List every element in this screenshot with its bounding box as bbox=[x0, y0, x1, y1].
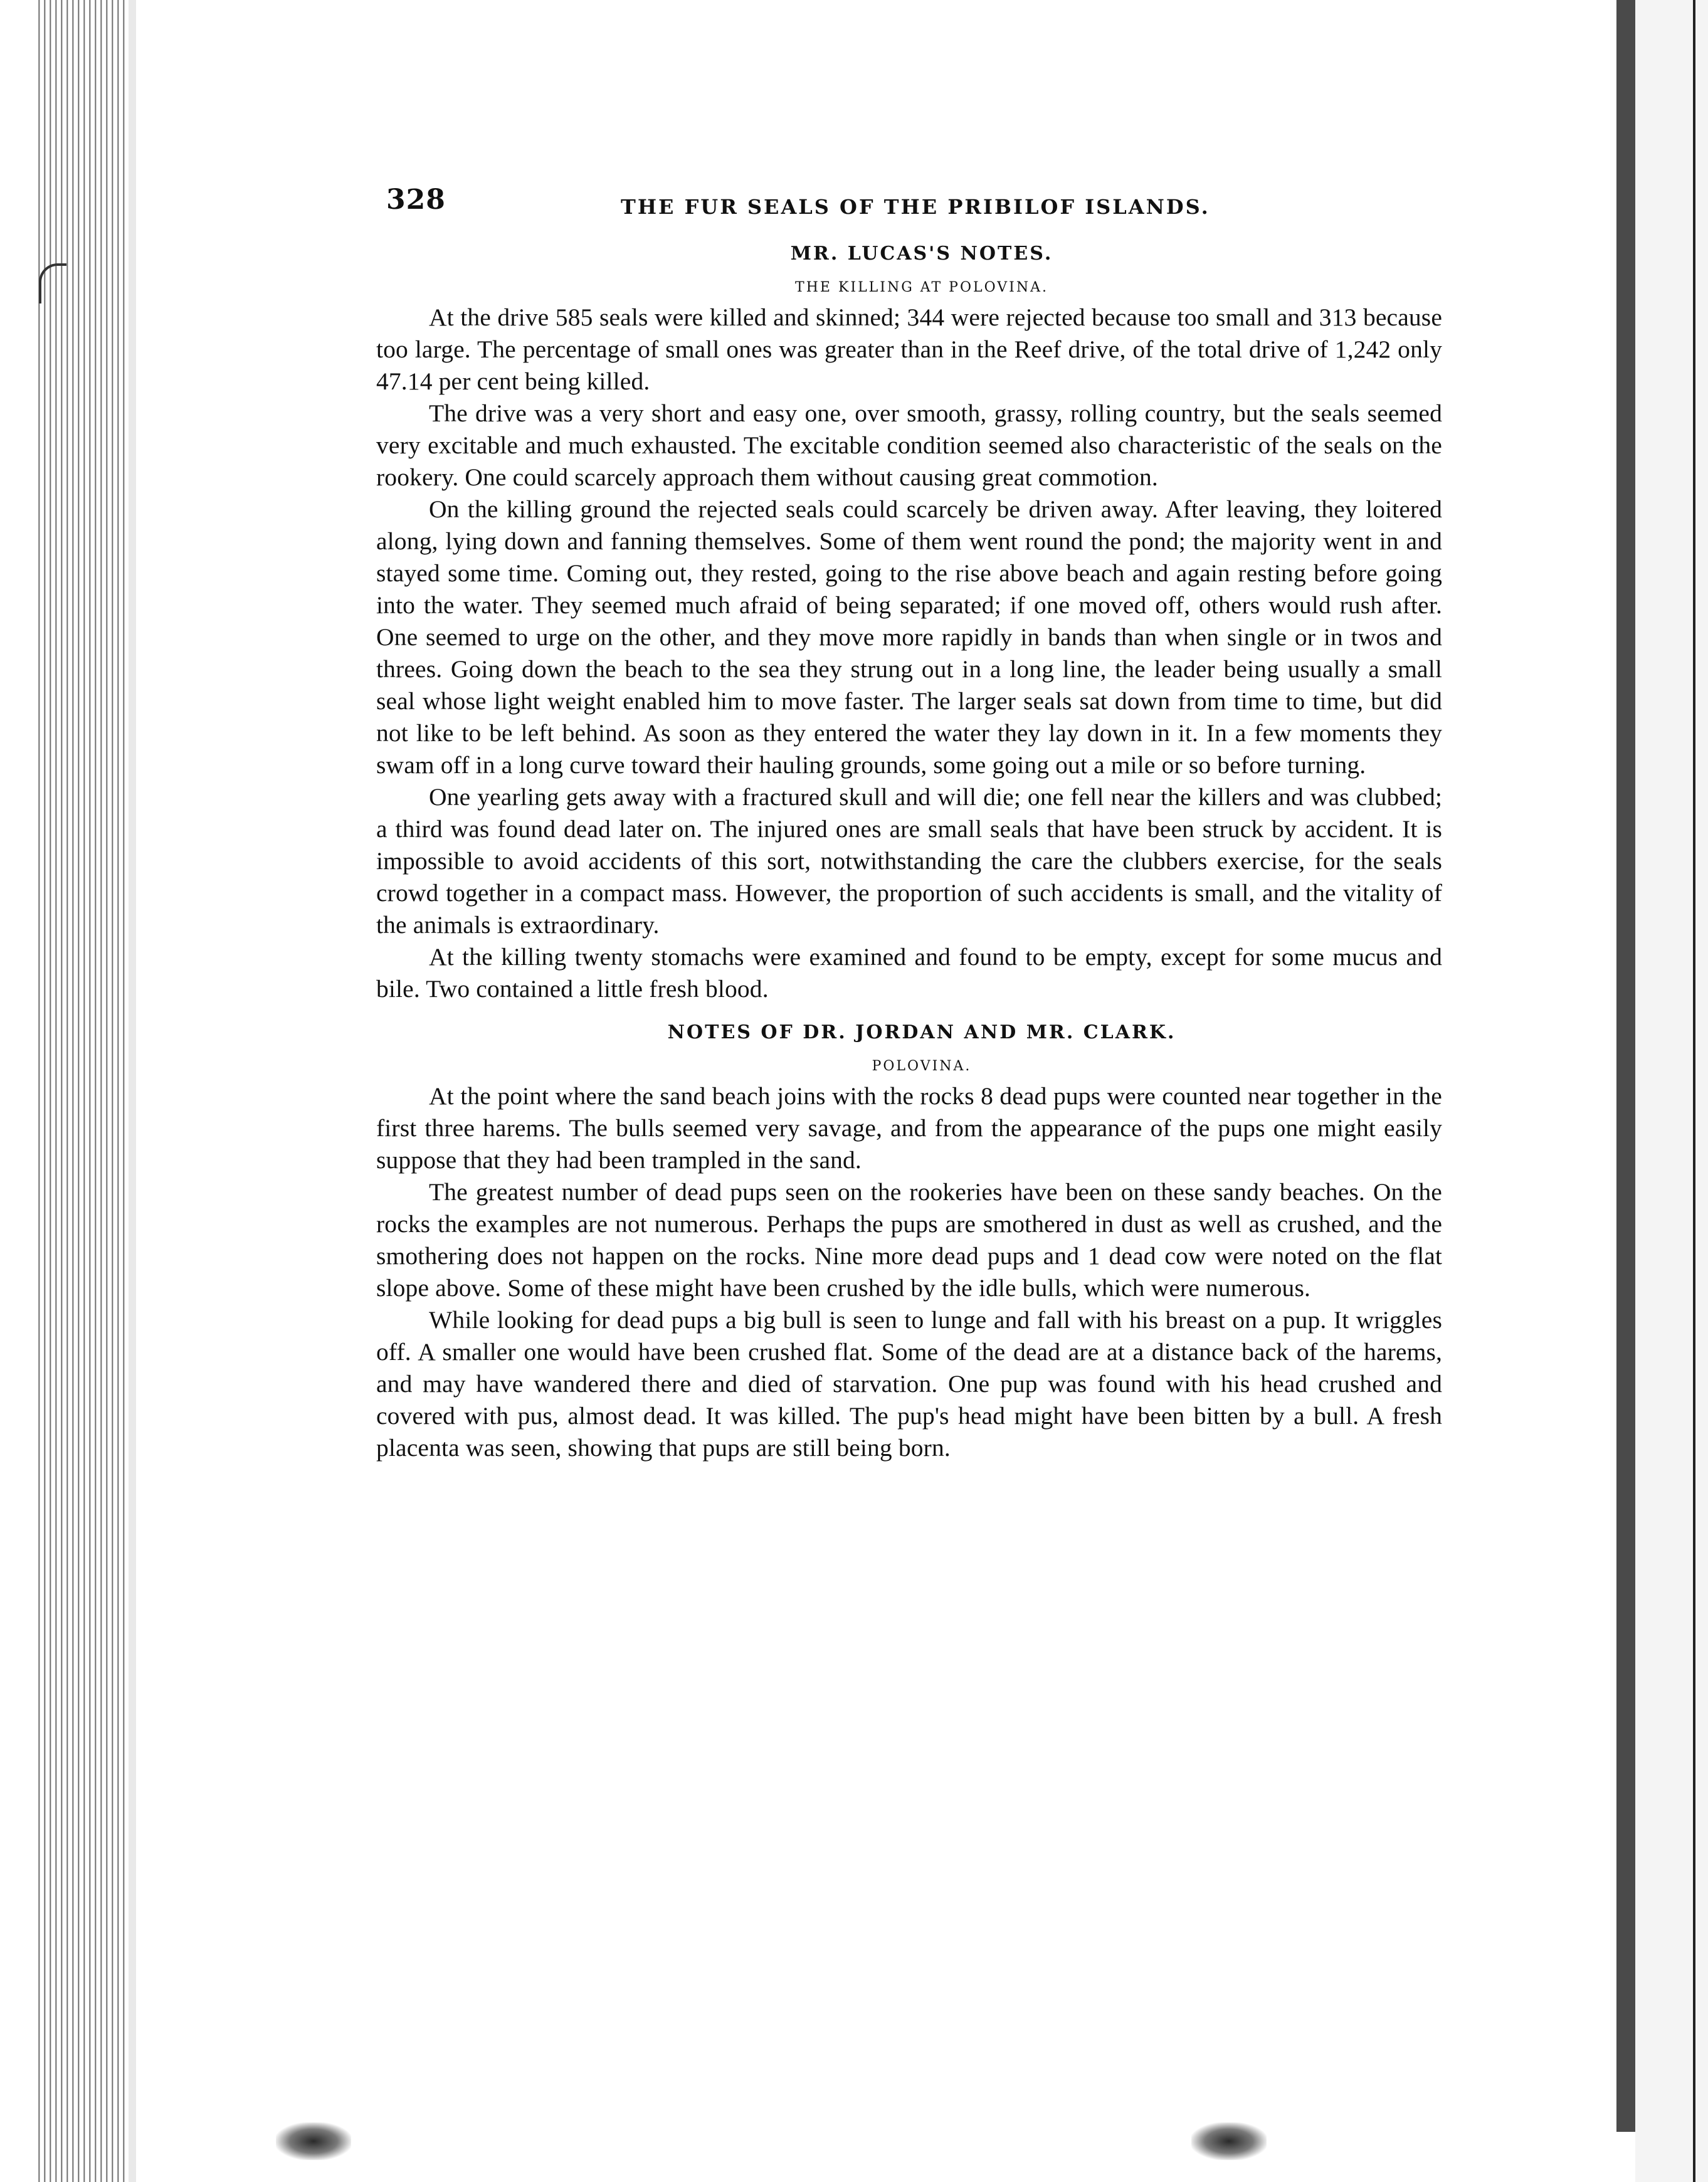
section-jordan-clark-notes bbox=[376, 1021, 1442, 1464]
scanner-left-edge bbox=[34, 0, 135, 2182]
paragraph: The drive was a very short and easy one, over smooth, grassy, rolling country, but the seals seemed very excitable and much exhausted. The excitable condition seemed also characteristic of the seals on the rookery. One could scarcely approach them without causing great commotion. bbox=[376, 399, 1442, 491]
section-subheading: THE KILLING AT POLOVINA. bbox=[795, 280, 1048, 295]
paragraph: At the drive 585 seals were killed and skinned; 344 were rejected because too small and 313 because too large. The percentage of small ones was greater than in the Reef drive, of the total drive of 1,242 only 47.14 per cent being killed. bbox=[376, 303, 1442, 395]
paragraph: At the killing twenty stomachs were examined and found to be empty, except for some mucus and bile. Two contained a little fresh blood. bbox=[376, 943, 1442, 1003]
corner-mark bbox=[39, 263, 66, 303]
running-title: THE FUR SEALS OF THE PRIBILOF ISLANDS. bbox=[621, 195, 1210, 219]
page-gutter-shadow bbox=[129, 0, 136, 2182]
page-number: 328 bbox=[386, 184, 446, 216]
paragraph: On the killing ground the rejected seals could scarcely be driven away. After leaving, they loitered along, lying down and fanning themselves. Some of them went round the pond; the majority went in and stayed some time. Coming out, they rested, going to the rise above beach and again resting before going into the water. They seemed much afraid of being separated; if one moved off, others would rush after. One seemed to urge on the other, and they move more rapidly in bands than when single or in twos and threes. Going down the beach to the sea they strung out in a long line, the leader being usually a small seal whose light weight enabled him to move faster. The larger seals sat down from time to time, but did not like to be left behind. As soon as they entered the water they lay down in it. In a few moments they swam off in a long curve toward their hauling grounds, some going out a mile or so before turning. bbox=[376, 495, 1442, 779]
section-lucas-notes bbox=[376, 243, 1442, 1005]
paragraph: The greatest number of dead pups seen on the rookeries have been on these sandy beaches. On the rocks the examples are not numerous. Perhaps the pups are smothered in dust as well as crushed, and the smothering does not happen on the rocks. Nine more dead pups and 1 dead cow were noted on the flat slope above. Some of these might have been crushed by the idle bulls, which were numerous. bbox=[376, 1178, 1442, 1302]
paragraph: One yearling gets away with a fractured skull and will die; one fell near the killers and was clubbed; a third was found dead later on. The injured ones are small seals that have been struck by accident. It is impossible to avoid accidents of this sort, notwithstanding the care the clubbers exercise, for the seals crowd together in a compact mass. However, the proportion of such accidents is small, and the vitality of the animals is extraordinary. bbox=[376, 783, 1442, 939]
facing-page-border bbox=[1693, 0, 1695, 2182]
paragraph: At the point where the sand beach joins with the rocks 8 dead pups were counted near together in the first three harems. The bulls seemed very savage, and from the appearance of the pups one might easily suppose that they had been trampled in the sand. bbox=[376, 1082, 1442, 1174]
scan-smudge-left bbox=[276, 2122, 351, 2160]
page-content bbox=[376, 179, 1442, 1464]
paragraph: While looking for dead pups a big bull is seen to lunge and fall with his breast on a pup. It wriggles off. A smaller one would have been crushed flat. Some of the dead are at a distance back of the harems, and may have wandered there and died of starvation. One pup was found with his head crushed and covered with pus, almost dead. It was killed. The pup's head might have been bitten by a bull. A fresh placenta was seen, showing that pups are still being born. bbox=[376, 1306, 1442, 1462]
section-subheading: POLOVINA. bbox=[872, 1058, 972, 1074]
running-head bbox=[376, 179, 1442, 229]
section-heading: MR. LUCAS'S NOTES. bbox=[790, 243, 1053, 265]
scanner-right-edge bbox=[1616, 0, 1635, 2132]
section-heading: NOTES OF DR. JORDAN AND MR. CLARK. bbox=[667, 1021, 1176, 1043]
scan-smudge-right bbox=[1191, 2122, 1267, 2160]
facing-page-edge bbox=[1635, 0, 1708, 2182]
